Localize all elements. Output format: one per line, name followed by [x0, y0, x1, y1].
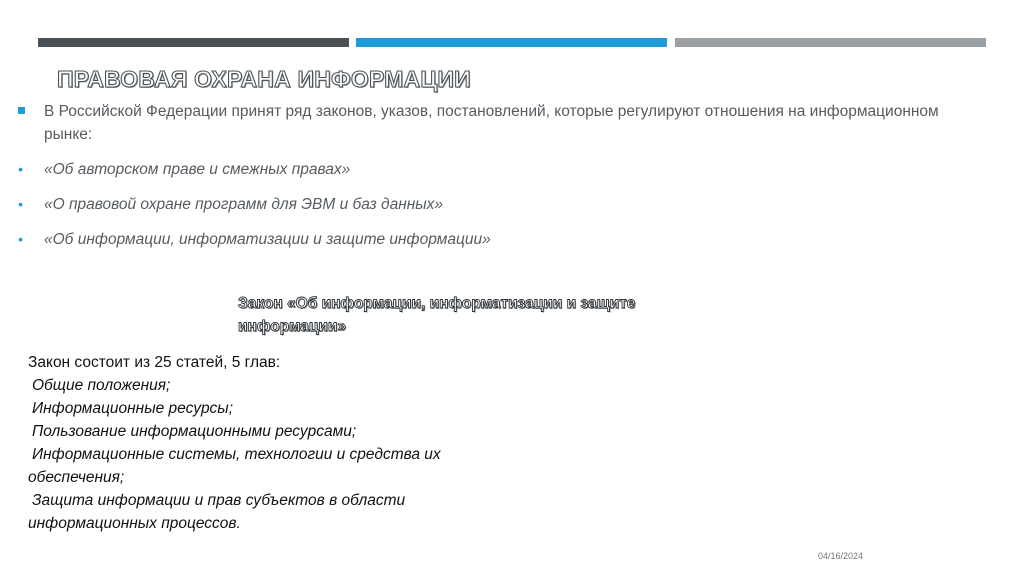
law-chapter: Информационные ресурсы;: [32, 400, 234, 417]
bullet-item: [18, 158, 978, 181]
header-bar-blue: [356, 38, 667, 47]
law-chapter: Пользование информационными ресурсами;: [32, 423, 357, 440]
bullet-text: «Об авторском праве и смежных правах»: [44, 161, 351, 178]
bullet-list: [18, 98, 978, 251]
dot-bullet-icon: •: [18, 196, 23, 212]
square-bullet-icon: [18, 107, 25, 114]
dot-bullet-icon: •: [18, 161, 23, 177]
law-chapter: Защита информации и прав субъектов в области: [32, 492, 406, 509]
law-chapter: Общие положения;: [32, 377, 171, 394]
slide-title: ПРАВОВАЯ ОХРАНА ИНФОРМАЦИИ: [57, 66, 471, 92]
law-chapter-continuation: обеспечения;: [28, 469, 125, 486]
slide-date: 04/16/2024: [818, 551, 864, 561]
dot-bullet-icon: •: [18, 231, 23, 247]
bullet-text: «О правовой охране программ для ЭВМ и баз данных»: [44, 196, 444, 213]
law-structure: [28, 351, 528, 535]
bullet-item: [18, 228, 978, 251]
subheading-line: Закон «Об информации, информатизации и защите: [238, 295, 636, 312]
law-chapter-continuation: информационных процессов.: [28, 515, 241, 532]
bullet-item: [18, 193, 978, 216]
header-bar-dark: [38, 38, 349, 47]
law-chapter: Информационные системы, технологии и средства их: [32, 446, 441, 463]
law-intro: Закон состоит из 25 статей, 5 глав:: [28, 354, 281, 371]
bullet-text: В Российской Федерации принят ряд законов, указов, постановлений, которые регулируют отношения на информационном рынке:: [44, 103, 939, 143]
law-subheading: [238, 292, 708, 338]
header-bar-gray: [675, 38, 986, 47]
bullet-text: «Об информации, информатизации и защите информации»: [44, 231, 491, 248]
bullet-item: [18, 100, 978, 146]
subheading-line: информации»: [238, 318, 347, 335]
